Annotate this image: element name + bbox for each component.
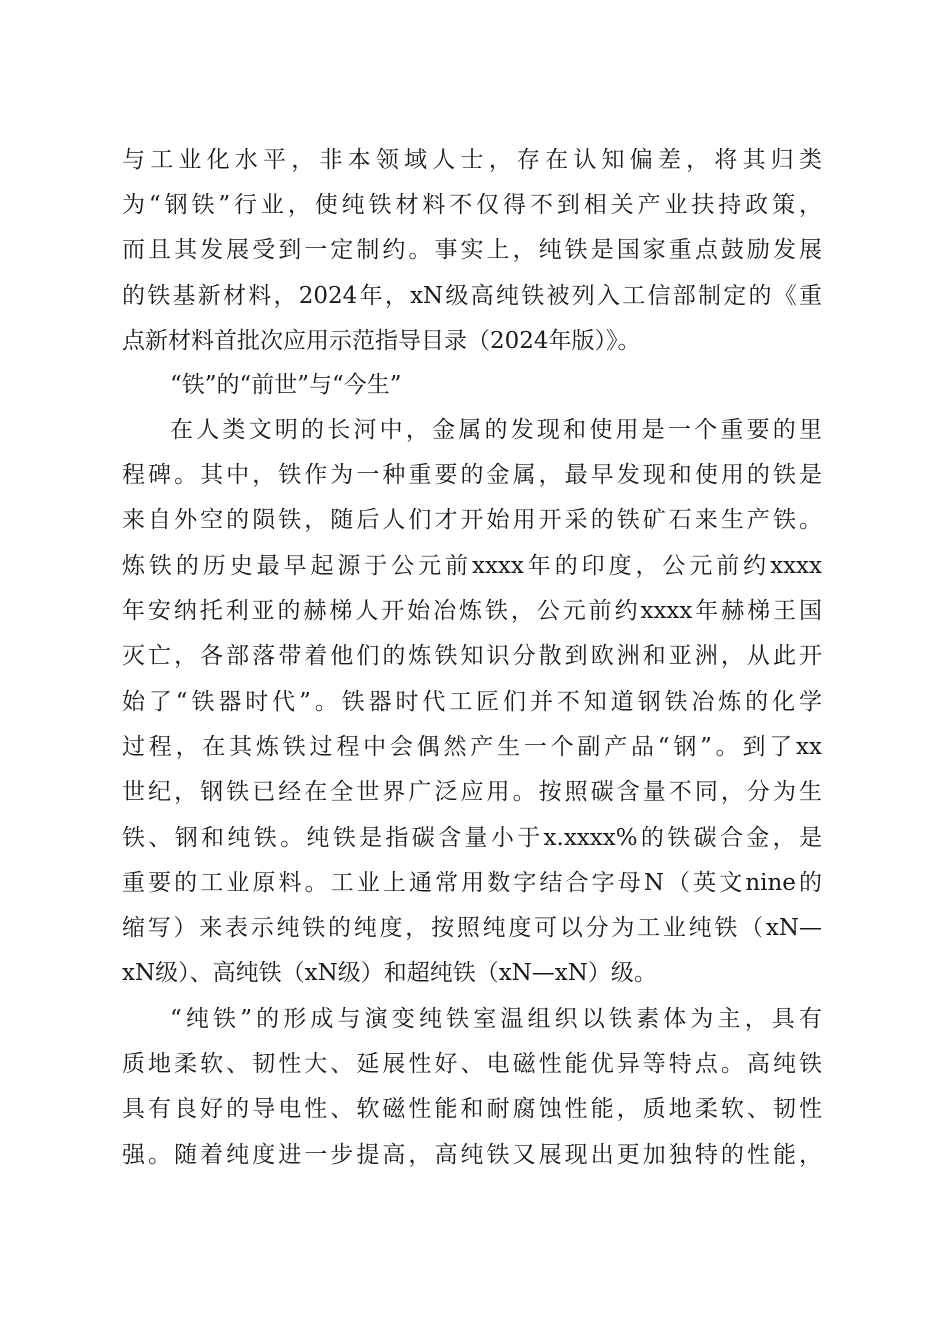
paragraph-3-line-4: 强。随着纯度进一步提高，高纯铁又展现出更加独特的性能， bbox=[122, 1142, 822, 1168]
paragraph-2-line-11: 重要的工业原料。工业上通常用数字结合字母N（英文nine的 bbox=[122, 870, 822, 896]
paragraph-3-line-1: “纯铁”的形成与演变纯铁室温组织以铁素体为主，具有 bbox=[170, 1006, 822, 1032]
paragraph-2-line-1: 在人类文明的长河中，金属的发现和使用是一个重要的里 bbox=[170, 417, 822, 443]
paragraph-2-line-12: 缩写）来表示纯铁的纯度，按照纯度可以分为工业纯铁（xN— bbox=[122, 915, 822, 941]
paragraph-2-line-4: 炼铁的历史最早起源于公元前xxxx年的印度，公元前约xxxx bbox=[122, 553, 822, 579]
section-heading: “铁”的“前世”与“今生” bbox=[170, 372, 402, 398]
paragraph-2-line-7: 始了“铁器时代”。铁器时代工匠们并不知道钢铁冶炼的化学 bbox=[122, 689, 822, 715]
paragraph-2-line-10: 铁、钢和纯铁。纯铁是指碳含量小于x.xxxx%的铁碳合金，是 bbox=[122, 825, 822, 851]
paragraph-2-line-8: 过程，在其炼铁过程中会偶然产生一个副产品“钢”。到了xx bbox=[122, 734, 822, 760]
paragraph-2-line-13: xN级）、高纯铁（xN级）和超纯铁（xN—xN）级。 bbox=[122, 960, 657, 986]
paragraph-1-line-3: 而且其发展受到一定制约。事实上，纯铁是国家重点鼓励发展 bbox=[122, 237, 822, 263]
paragraph-1-line-4: 的铁基新材料，2024年，xN级高纯铁被列入工信部制定的《重 bbox=[122, 283, 822, 309]
paragraph-2-line-5: 年安纳托利亚的赫梯人开始冶炼铁，公元前约xxxx年赫梯王国 bbox=[122, 598, 822, 624]
paragraph-1-line-1: 与工业化水平，非本领域人士，存在认知偏差，将其归类 bbox=[122, 147, 822, 173]
paragraph-3-line-2: 质地柔软、韧性大、延展性好、电磁性能优异等特点。高纯铁 bbox=[122, 1051, 822, 1077]
paragraph-2-line-3: 来自外空的陨铁，随后人们才开始用开采的铁矿石来生产铁。 bbox=[122, 507, 822, 533]
paragraph-2-line-9: 世纪，钢铁已经在全世界广泛应用。按照碳含量不同，分为生 bbox=[122, 779, 822, 805]
paragraph-3-line-3: 具有良好的导电性、软磁性能和耐腐蚀性能，质地柔软、韧性 bbox=[122, 1096, 822, 1122]
paragraph-2-line-6: 灭亡，各部落带着他们的炼铁知识分散到欧洲和亚洲，从此开 bbox=[122, 643, 822, 669]
paragraph-1-line-5: 点新材料首批次应用示范指导目录（2024年版）》。 bbox=[122, 328, 641, 354]
paragraph-2-line-2: 程碑。其中，铁作为一种重要的金属，最早发现和使用的铁是 bbox=[122, 462, 822, 488]
paragraph-1-line-2: 为“钢铁”行业，使纯铁材料不仅得不到相关产业扶持政策， bbox=[122, 192, 822, 218]
